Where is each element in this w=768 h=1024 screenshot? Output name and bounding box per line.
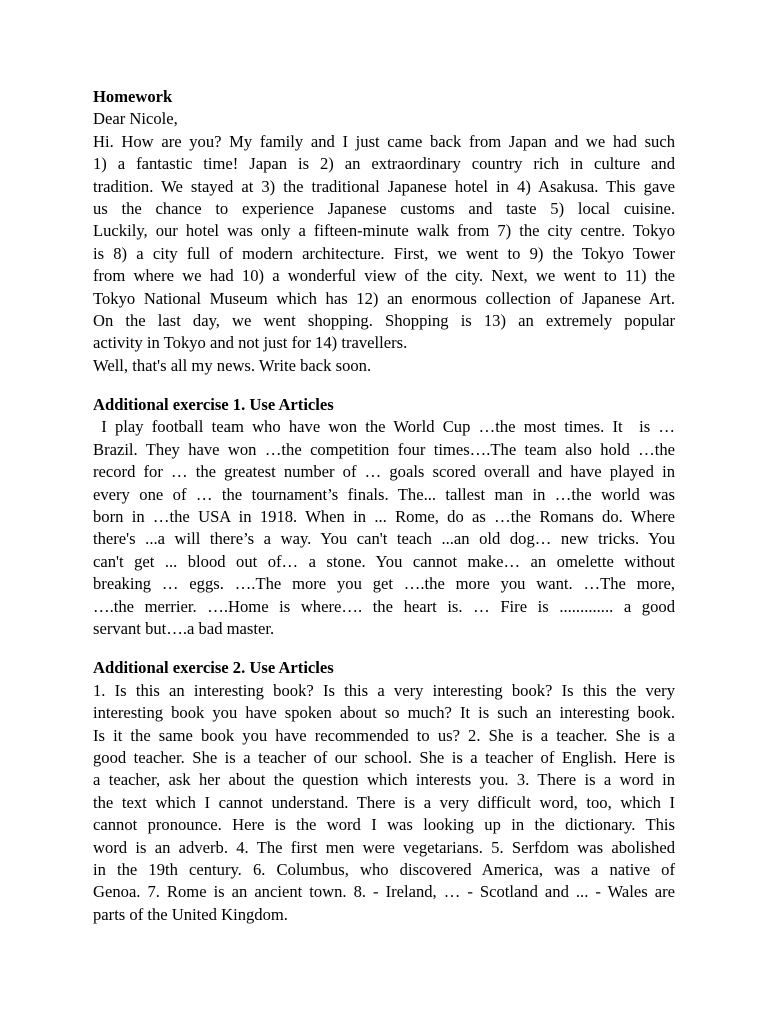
section-spacer [93,640,675,657]
exercise1-line: there's ...a will there’s a way. You can't teach ...an old dog… new tricks. You [93,529,675,549]
exercise2-line: Genoa. 7. Rome is an ancient town. 8. - Ireland, … - Scotland and ... - Wales are [93,882,675,902]
exercise1-title-rest: . Use Articles [241,395,334,415]
exercise1-line: born in …the USA in 1918. When in ... Rome, do as …the Romans do. Where [93,507,675,527]
exercise2-line: good teacher. She is a teacher of our school. She is a teacher of English. Here is [93,747,675,767]
exercise1-line: servant but….a bad master. [93,618,275,638]
exercise2-line: 1. Is this an interesting book? Is this a very interesting book? Is this the very [93,680,675,700]
homework-line: activity in Tokyo and not just for 14) travellers. [93,333,408,353]
exercise2-title: Additional exercise 2. Use Articles [93,658,334,678]
homework-line: from where we had 10) a wonderful view of the city. Next, we went to 11) the [93,266,675,286]
exercise1-line: Brazil. They have won …the competition four times….The team also hold …the [93,439,675,459]
exercise2-line: interesting book you have spoken about so much? It is such an interesting book. [93,703,675,723]
exercise1-line: I play football team who have won the World Cup …the most times. It is … [93,417,675,437]
exercise1-line: breaking … eggs. ….The more you get ….the more you want. …The more, [93,574,675,594]
homework-line: us the chance to experience Japanese customs and taste 5) local cuisine. [93,198,675,218]
homework-line: is 8) a city full of modern architecture. First, we went to 9) the Tokyo Tower [93,243,675,263]
exercise1-line: every one of … the tournament’s finals. The... tallest man in …the world was [93,484,675,504]
letter-greeting: Dear Nicole, [93,109,178,129]
homework-line: Hi. How are you? My family and I just came back from Japan and we had such [93,131,675,151]
homework-line: Luckily, our hotel was only a fifteen-minute walk from 7) the city centre. Tokyo [93,221,675,241]
exercise1-line: record for … the greatest number of … goals scored overall and have played in [93,462,675,482]
document-body [93,86,675,926]
exercise2-line: a teacher, ask her about the question which interests you. 3. There is a word in [93,770,675,790]
exercise2-line: in the 19th century. 6. Columbus, who discovered America, was a native of [93,859,675,879]
homework-line: On the last day, we went shopping. Shopping is 13) an extremely popular [93,310,675,330]
exercise2-line: cannot pronounce. Here is the word I was looking up in the dictionary. This [93,815,675,835]
exercise1-line: ….the merrier. ….Home is where…. the heart is. … Fire is ............. a good [93,596,675,616]
section-spacer [93,377,675,394]
letter-closing: Well, that's all my news. Write back soon. [93,355,372,375]
homework-line: Tokyo National Museum which has 12) an enormous collection of Japanese Art. [93,288,675,308]
homework-line: tradition. We stayed at 3) the traditional Japanese hotel in 4) Asakusa. This gave [93,176,675,196]
exercise1-title-bold: Additional exercise 1 [93,395,242,415]
exercise2-line: parts of the United Kingdom. [93,904,288,924]
exercise2-line: Is it the same book you have recommended to us? 2. She is a teacher. She is a [93,725,675,745]
exercise2-line: the text which I cannot understand. There is a very difficult word, too, which I [93,792,675,812]
exercise1-line: can't get ... blood out of… a stone. You cannot make… an omelette without [93,551,675,571]
exercise2-line: word is an adverb. 4. The first men were vegetarians. 5. Serfdom was abolished [93,837,675,857]
exercise1-title [93,394,675,416]
homework-line: 1) a fantastic time! Japan is 2) an extraordinary country rich in culture and [93,154,675,174]
homework-title: Homework [93,87,173,106]
